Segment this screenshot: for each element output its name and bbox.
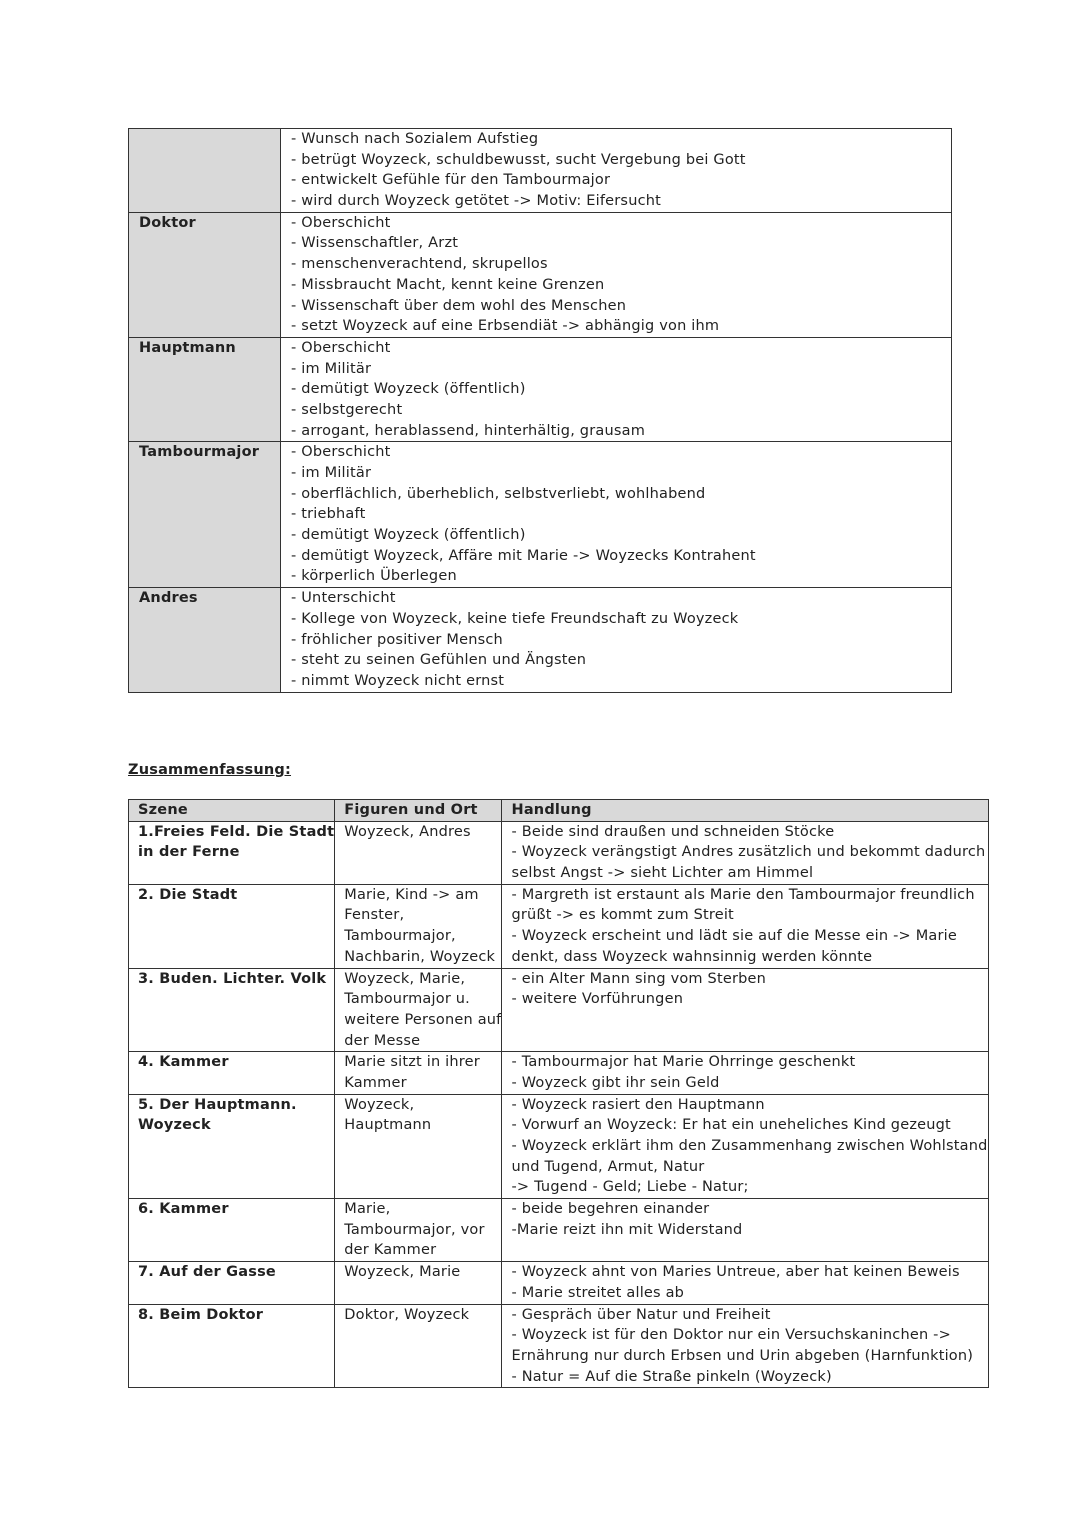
scene-name: [129, 1304, 335, 1388]
trait-line: - Oberschicht: [291, 214, 391, 231]
trait-line: - im Militär: [291, 465, 372, 481]
header-scene: Szene: [129, 800, 335, 822]
scene-figures-line: der Kammer: [344, 1242, 437, 1259]
scene-name: [129, 821, 335, 884]
scene-row: [129, 1304, 989, 1388]
scene-figures: [335, 968, 502, 1052]
scene-name-line: 8. Beim Doktor: [138, 1306, 264, 1323]
scene-plot-line: Ernährung nur durch Erbsen und Urin abgeben (Harnfunktion): [511, 1347, 974, 1364]
scene-name: [129, 1199, 335, 1262]
character-row: [129, 442, 952, 588]
scene-name-line: 7. Auf der Gasse: [138, 1264, 276, 1281]
scene-plot: [502, 884, 988, 968]
trait-line: - körperlich Überlegen: [291, 568, 457, 585]
header-plot: Handlung: [502, 800, 988, 822]
scene-figures: [335, 1199, 502, 1262]
trait-line: - entwickelt Gefühle für den Tambourmajor: [291, 172, 611, 189]
summary-heading: Zusammenfassung:: [128, 762, 292, 778]
scene-figures-line: der Messe: [344, 1032, 421, 1049]
trait-line: - arrogant, herablassend, hinterhältig, grausam: [291, 422, 646, 439]
scene-plot-line: - Woyzeck ahnt von Maries Untreue, aber hat keinen Beweis: [511, 1264, 960, 1281]
scene-name: [129, 884, 335, 968]
trait-line: - Unterschicht: [291, 590, 396, 607]
trait-line: - triebhaft: [291, 506, 366, 523]
scene-plot-line: - Vorwurf an Woyzeck: Er hat ein uneheliches Kind gezeugt: [511, 1117, 951, 1134]
scene-plot-line: - Gespräch über Natur und Freiheit: [511, 1306, 771, 1323]
scene-plot-line: - Woyzeck ist für den Doktor nur ein Versuchskaninchen ->: [511, 1327, 951, 1344]
trait-line: - Wunsch nach Sozialem Aufstieg: [291, 131, 539, 147]
trait-line: - nimmt Woyzeck nicht ernst: [291, 672, 505, 689]
trait-line: - setzt Woyzeck auf eine Erbsendiät -> abhängig von ihm: [291, 318, 720, 335]
scene-summary-table: [128, 799, 989, 1388]
trait-line: - selbstgerecht: [291, 401, 403, 418]
character-traits: [281, 442, 952, 588]
scene-plot-line: - beide begehren einander: [511, 1201, 710, 1218]
scene-name-line: Woyzeck: [138, 1117, 211, 1134]
scene-name: [129, 1094, 335, 1198]
character-row: [129, 129, 952, 213]
trait-line: - Missbraucht Macht, kennt keine Grenzen: [291, 276, 605, 293]
scene-plot-line: grüßt -> es kommt zum Streit: [511, 907, 734, 924]
scene-figures: [335, 1262, 502, 1304]
trait-line: - fröhlicher positiver Mensch: [291, 631, 503, 648]
scene-figures: [335, 1052, 502, 1094]
trait-line: - Wissenschaft über dem wohl des Menschen: [291, 297, 627, 314]
scene-plot-line: - Woyzeck rasiert den Hauptmann: [511, 1096, 765, 1113]
scene-row: [129, 1262, 989, 1304]
character-name: Tambourmajor: [129, 442, 281, 588]
scene-row: [129, 1094, 989, 1198]
character-name: Hauptmann: [129, 337, 281, 441]
scene-figures-line: Woyzeck, Marie,: [344, 970, 466, 987]
scene-row: [129, 1052, 989, 1094]
trait-line: - demütigt Woyzeck (öffentlich): [291, 381, 526, 398]
scene-figures-line: Kammer: [344, 1074, 407, 1091]
scene-figures-line: Marie, Kind -> am: [344, 886, 479, 903]
character-row: [129, 588, 952, 692]
scene-plot-line: und Tugend, Armut, Natur: [511, 1158, 705, 1175]
trait-line: - oberflächlich, überheblich, selbstverliebt, wohlhabend: [291, 485, 706, 502]
scene-plot-line: - Tambourmajor hat Marie Ohrringe geschenkt: [511, 1054, 856, 1071]
scene-name-line: 4. Kammer: [138, 1054, 229, 1071]
scene-plot-line: - ein Alter Mann sing vom Sterben: [511, 970, 767, 987]
scene-plot-line: - Margreth ist erstaunt als Marie den Tambourmajor freundlich: [511, 886, 975, 903]
character-table: [128, 128, 952, 693]
trait-line: - Kollege von Woyzeck, keine tiefe Freundschaft zu Woyzeck: [291, 610, 739, 627]
scene-figures-line: Nachbarin, Woyzeck: [344, 948, 496, 965]
scene-plot: [502, 821, 988, 884]
trait-line: - Wissenschaftler, Arzt: [291, 235, 459, 252]
scene-plot-line: - Woyzeck erscheint und lädt sie auf die Messe ein -> Marie: [511, 928, 957, 945]
scene-plot-line: - Marie streitet alles ab: [511, 1284, 685, 1301]
scene-plot: [502, 968, 988, 1052]
trait-line: - Oberschicht: [291, 444, 391, 461]
scene-plot: [502, 1052, 988, 1094]
scene-row: [129, 968, 989, 1052]
scene-figures: [335, 884, 502, 968]
scene-plot: [502, 1262, 988, 1304]
scene-plot: [502, 1304, 988, 1388]
scene-plot-line: - Woyzeck erklärt ihm den Zusammenhang zwischen Wohlstand: [511, 1138, 988, 1154]
scene-plot-line: - Beide sind draußen und schneiden Stöcke: [511, 823, 835, 840]
character-traits: [281, 337, 952, 441]
scene-plot-line: -Marie reizt ihn mit Widerstand: [511, 1221, 743, 1238]
scene-plot-line: - weitere Vorführungen: [511, 991, 684, 1008]
trait-line: - steht zu seinen Gefühlen und Ängsten: [291, 652, 587, 669]
scene-name: [129, 1262, 335, 1304]
character-traits: [281, 588, 952, 692]
scene-plot-line: selbst Angst -> sieht Lichter am Himmel: [511, 865, 814, 882]
scene-plot: [502, 1094, 988, 1198]
scene-plot-line: - Woyzeck verängstigt Andres zusätzlich und bekommt dadurch: [511, 844, 986, 861]
scene-name-line: 5. Der Hauptmann.: [138, 1096, 297, 1113]
scene-figures-line: Woyzeck,: [344, 1096, 415, 1113]
scene-name: [129, 968, 335, 1052]
scene-name-line: 2. Die Stadt: [138, 886, 238, 903]
trait-line: - demütigt Woyzeck (öffentlich): [291, 527, 526, 544]
scene-plot-line: - Natur = Auf die Straße pinkeln (Woyzeck): [511, 1368, 832, 1385]
scene-figures-line: Doktor, Woyzeck: [344, 1306, 470, 1323]
scene-figures-line: Hauptmann: [344, 1117, 432, 1134]
trait-line: - betrügt Woyzeck, schuldbewusst, sucht Vergebung bei Gott: [291, 151, 746, 168]
character-traits: [281, 129, 952, 213]
scene-figures-line: Fenster,: [344, 907, 405, 924]
trait-line: - Oberschicht: [291, 339, 391, 356]
scene-table-header: [129, 800, 989, 822]
scene-figures-line: Marie sitzt in ihrer: [344, 1054, 480, 1071]
scene-figures-line: Tambourmajor u.: [344, 991, 470, 1008]
scene-figures-line: Tambourmajor, vor: [344, 1221, 485, 1238]
scene-row: [129, 821, 989, 884]
character-name: Andres: [129, 588, 281, 692]
trait-line: - im Militär: [291, 360, 372, 377]
header-figures: Figuren und Ort: [335, 800, 502, 822]
character-name: [129, 129, 281, 213]
scene-figures: [335, 821, 502, 884]
scene-figures-line: Marie,: [344, 1201, 391, 1218]
character-name: Doktor: [129, 212, 281, 337]
scene-figures-line: Woyzeck, Andres: [344, 823, 471, 840]
trait-line: - demütigt Woyzeck, Affäre mit Marie -> Woyzecks Kontrahent: [291, 547, 756, 564]
trait-line: - menschenverachtend, skrupellos: [291, 256, 548, 273]
scene-name-line: 3. Buden. Lichter. Volk: [138, 970, 327, 987]
scene-name: [129, 1052, 335, 1094]
scene-name-line: in der Ferne: [138, 844, 240, 861]
scene-plot-line: denkt, dass Woyzeck wahnsinnig werden könnte: [511, 948, 873, 965]
character-row: [129, 212, 952, 337]
scene-figures: [335, 1094, 502, 1198]
character-traits: [281, 212, 952, 337]
scene-name-line: 6. Kammer: [138, 1201, 229, 1218]
character-row: [129, 337, 952, 441]
scene-name-line: 1.Freies Feld. Die Stadt: [138, 823, 335, 840]
scene-figures-line: Woyzeck, Marie: [344, 1264, 461, 1281]
scene-figures: [335, 1304, 502, 1388]
scene-plot: [502, 1199, 988, 1262]
scene-figures-line: weitere Personen auf: [344, 1011, 502, 1028]
scene-row: [129, 1199, 989, 1262]
scene-plot-line: - Woyzeck gibt ihr sein Geld: [511, 1074, 720, 1091]
scene-plot-line: -> Tugend - Geld; Liebe - Natur;: [511, 1179, 749, 1196]
scene-figures-line: Tambourmajor,: [344, 928, 456, 945]
scene-row: [129, 884, 989, 968]
trait-line: - wird durch Woyzeck getötet -> Motiv: Eifersucht: [291, 193, 662, 210]
